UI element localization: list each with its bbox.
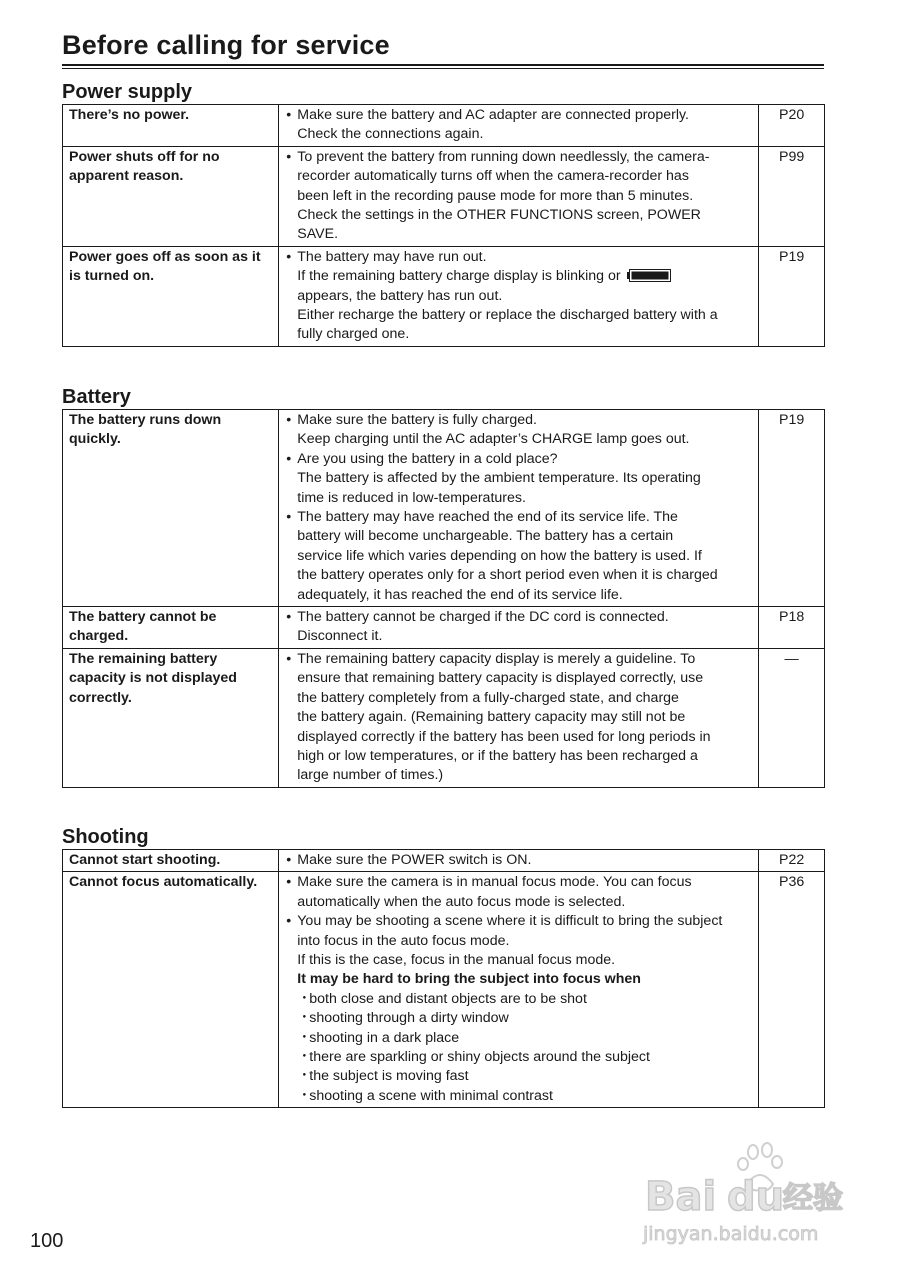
svg-text:jingyan.baidu.com: jingyan.baidu.com bbox=[643, 1223, 819, 1245]
page-reference: P99 bbox=[759, 146, 825, 246]
remedy-subheading: It may be hard to bring the subject into focus when bbox=[297, 971, 641, 988]
section-heading: Shooting bbox=[62, 826, 149, 848]
remedy-cell bbox=[279, 648, 759, 787]
list-item: ・shooting in a dark place bbox=[297, 1029, 460, 1046]
remedy-cell bbox=[279, 246, 759, 346]
page-number: 100 bbox=[30, 1230, 64, 1252]
remedy-cell bbox=[279, 872, 759, 1108]
page-reference: P18 bbox=[759, 607, 825, 649]
section-battery bbox=[62, 385, 825, 788]
problem-cell: The remaining battery capacity is not displayed correctly. bbox=[63, 648, 279, 787]
remedy-cell bbox=[279, 607, 759, 649]
table-row bbox=[63, 648, 825, 787]
section-shooting bbox=[62, 825, 825, 1108]
remedy-bullet: • The battery cannot be charged if the DC cord is connected. Disconnect it. bbox=[284, 608, 752, 647]
title-rule bbox=[62, 64, 824, 66]
problem-cell: The battery cannot be charged. bbox=[63, 607, 279, 649]
remedy-bullet: • Are you using the battery in a cold place? The battery is affected by the ambient temperature. Its operating time is reduced in low-temperatures. bbox=[284, 450, 752, 508]
svg-text:du: du bbox=[727, 1174, 785, 1220]
battery-empty-icon bbox=[627, 269, 671, 282]
table-row bbox=[63, 146, 825, 246]
table-row bbox=[63, 410, 825, 607]
remedy-cell bbox=[279, 850, 759, 872]
problem-cell: Power shuts off for no apparent reason. bbox=[63, 146, 279, 246]
page-reference: P19 bbox=[759, 410, 825, 607]
remedy-bullet: • The battery may have reached the end of its service life. The battery will become unchargeable. The battery has a certain service life which varies depending on how the battery is used. If the battery operates only for a short period even when it is charged adequately, it has reached the end of its service life. bbox=[284, 508, 752, 605]
table-row bbox=[63, 246, 825, 346]
section-heading: Power supply bbox=[62, 81, 193, 103]
remedy-bullet: • Make sure the camera is in manual focus mode. You can focus automatically when the auto focus mode is selected. bbox=[284, 873, 752, 912]
troubleshooting-table bbox=[62, 409, 825, 788]
baidu-watermark-logo bbox=[635, 1140, 855, 1250]
remedy-bullet: • The remaining battery capacity display is merely a guideline. To ensure that remaining battery capacity is displayed correctly, use the battery completely from a fully-charged state, and charge the battery again. (Remaining battery capacity may still not be displayed correctly if the battery has been used for long periods in high or low temperatures, or if the battery has been recharged a large number of times.) bbox=[284, 650, 752, 786]
list-item: ・shooting through a dirty window bbox=[297, 1010, 509, 1027]
page-reference: P19 bbox=[759, 246, 825, 346]
troubleshooting-table bbox=[62, 849, 825, 1108]
page-reference: P20 bbox=[759, 105, 825, 147]
table-row bbox=[63, 850, 825, 872]
problem-cell: The battery runs down quickly. bbox=[63, 410, 279, 607]
problem-cell: Cannot start shooting. bbox=[63, 850, 279, 872]
title-rule-thin bbox=[62, 68, 824, 69]
list-item: ・the subject is moving fast bbox=[297, 1068, 469, 1085]
list-item: ・both close and distant objects are to be shot bbox=[297, 990, 587, 1007]
table-row bbox=[63, 872, 825, 1108]
page-title: Before calling for service bbox=[62, 30, 390, 60]
remedy-cell bbox=[279, 410, 759, 607]
svg-text:经验: 经验 bbox=[783, 1181, 843, 1216]
problem-cell: There’s no power. bbox=[63, 105, 279, 147]
list-item: ・shooting a scene with minimal contrast bbox=[297, 1087, 553, 1104]
problem-cell: Power goes off as soon as it is turned on. bbox=[63, 246, 279, 346]
page-reference: — bbox=[759, 648, 825, 787]
list-item: ・there are sparkling or shiny objects around the subject bbox=[297, 1049, 650, 1066]
troubleshooting-table bbox=[62, 104, 825, 347]
remedy-bullet: • The battery may have run out. If the remaining battery charge display is blinking or appears, the battery has run out. Either recharge the battery or replace the discharged battery with a fully charged one. bbox=[284, 248, 752, 345]
page-reference: P22 bbox=[759, 850, 825, 872]
remedy-bullet: • You may be shooting a scene where it is difficult to bring the subject into focus in the auto focus mode. If this is the case, focus in the manual focus mode. It may be hard to bring the subject into focus when ・both close and distant objects are to be shot ・shooting through a dirty window ・shooting in a dark place ・there are sparkling or shiny objects around the subject ・the subject is moving fast ・shooting a scene with minimal contrast bbox=[284, 912, 752, 1106]
table-row bbox=[63, 105, 825, 147]
section-power-supply bbox=[62, 80, 825, 347]
remedy-cell bbox=[279, 105, 759, 147]
problem-cell: Cannot focus automatically. bbox=[63, 872, 279, 1108]
remedy-bullet: • To prevent the battery from running down needlessly, the camera- recorder automatically turns off when the camera-recorder has been left in the recording pause mode for more than 5 minutes. Check the settings in the OTHER FUNCTIONS screen, POWER SAVE. bbox=[284, 148, 752, 245]
page-reference: P36 bbox=[759, 872, 825, 1108]
section-heading: Battery bbox=[62, 386, 131, 408]
svg-text:Bai: Bai bbox=[645, 1174, 717, 1220]
remedy-bullet: • Make sure the battery is fully charged. Keep charging until the AC adapter’s CHARGE lamp goes out. bbox=[284, 411, 752, 450]
remedy-cell bbox=[279, 146, 759, 246]
table-row bbox=[63, 607, 825, 649]
remedy-bullet: • Make sure the battery and AC adapter are connected properly. Check the connections again. bbox=[284, 106, 752, 145]
remedy-bullet: • Make sure the POWER switch is ON. bbox=[284, 851, 752, 870]
